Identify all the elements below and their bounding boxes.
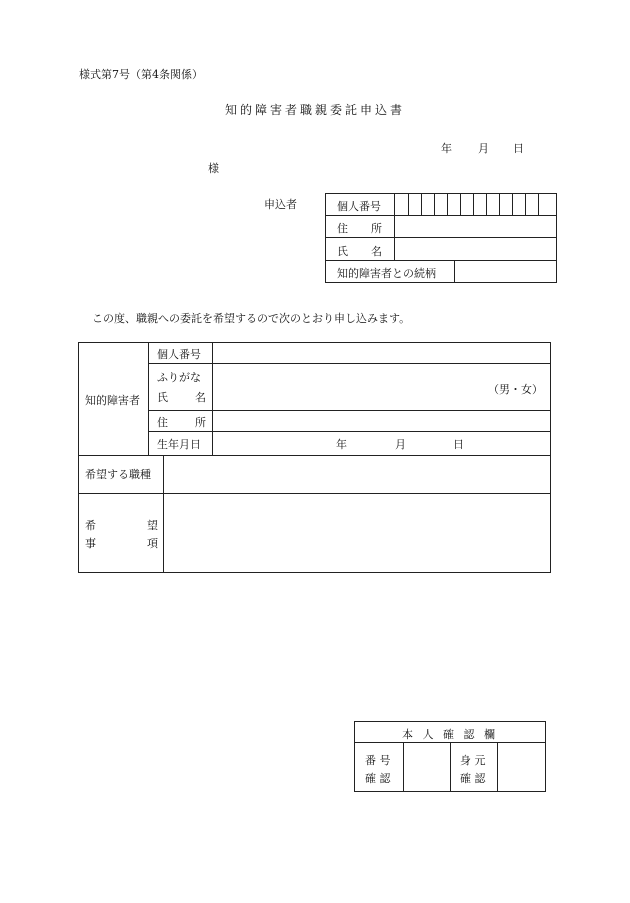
- identity-check-field[interactable]: [498, 743, 545, 792]
- applicant-address-field[interactable]: [395, 216, 556, 237]
- applicant-personal-number-label: 個人番号: [337, 200, 381, 213]
- disabled-personal-number-label: 個人番号: [157, 348, 201, 361]
- disabled-name-label-a: 氏: [157, 391, 168, 404]
- birthdate-label: 生年月日: [157, 438, 201, 451]
- number-check-label-b: 確 認: [365, 772, 391, 785]
- desired-items-field[interactable]: [164, 494, 550, 572]
- desired-job-field[interactable]: [164, 456, 550, 493]
- applicant-table: [325, 193, 557, 283]
- identity-check-label-a: 身 元: [460, 754, 486, 767]
- applicant-name-label-b: 名: [371, 245, 382, 258]
- disabled-personal-number-field[interactable]: [213, 344, 550, 363]
- applicant-address-label-b: 所: [371, 222, 382, 235]
- identity-check-label-b: 確 認: [460, 772, 486, 785]
- disabled-person-label: 知的障害者: [85, 394, 140, 407]
- disabled-name-label-b: 名: [195, 391, 206, 404]
- desired-job-label: 希望する職種: [85, 468, 151, 481]
- date-month-label: 月: [478, 142, 489, 155]
- form-title: 知的障害者職親委託申込書: [225, 103, 406, 117]
- desired-items-label-b1: 事: [85, 537, 96, 550]
- applicant-relation-label: 知的障害者との続柄: [337, 267, 436, 280]
- disabled-address-label-b: 所: [195, 416, 206, 429]
- applicant-label: 申込者: [264, 198, 297, 211]
- applicant-relation-field[interactable]: [455, 261, 556, 282]
- date-day-label: 日: [513, 142, 524, 155]
- applicant-name-field[interactable]: [395, 238, 556, 260]
- disabled-address-label-a: 住: [157, 416, 168, 429]
- addressee-suffix: 様: [208, 162, 219, 175]
- disabled-address-field[interactable]: [213, 411, 550, 431]
- disabled-name-field[interactable]: [213, 364, 483, 410]
- number-check-field[interactable]: [404, 743, 450, 792]
- birthdate-field[interactable]: [213, 432, 550, 454]
- desired-items-label-a1: 希: [85, 519, 96, 532]
- applicant-address-label-a: 住: [337, 222, 348, 235]
- birth-day-label: 日: [453, 438, 464, 451]
- main-table: [78, 342, 551, 573]
- form-number: 様式第7号（第4条関係）: [79, 68, 203, 81]
- date-year-label: 年: [441, 142, 452, 155]
- furigana-label: ふりがな: [157, 371, 201, 384]
- verification-box: [354, 721, 546, 792]
- intro-sentence: この度、職親への委託を希望するので次のとおり申し込みます。: [92, 312, 411, 325]
- desired-items-label-b2: 項: [147, 537, 158, 550]
- birth-month-label: 月: [395, 438, 406, 451]
- birth-year-label: 年: [336, 438, 347, 451]
- applicant-name-label-a: 氏: [337, 245, 348, 258]
- gender-selector[interactable]: （男・女）: [488, 383, 543, 396]
- number-check-label-a: 番 号: [365, 754, 391, 767]
- desired-items-label-a2: 望: [147, 519, 158, 532]
- applicant-personal-number-field[interactable]: [395, 195, 556, 214]
- verification-header: 本 人 確 認 欄: [402, 728, 498, 741]
